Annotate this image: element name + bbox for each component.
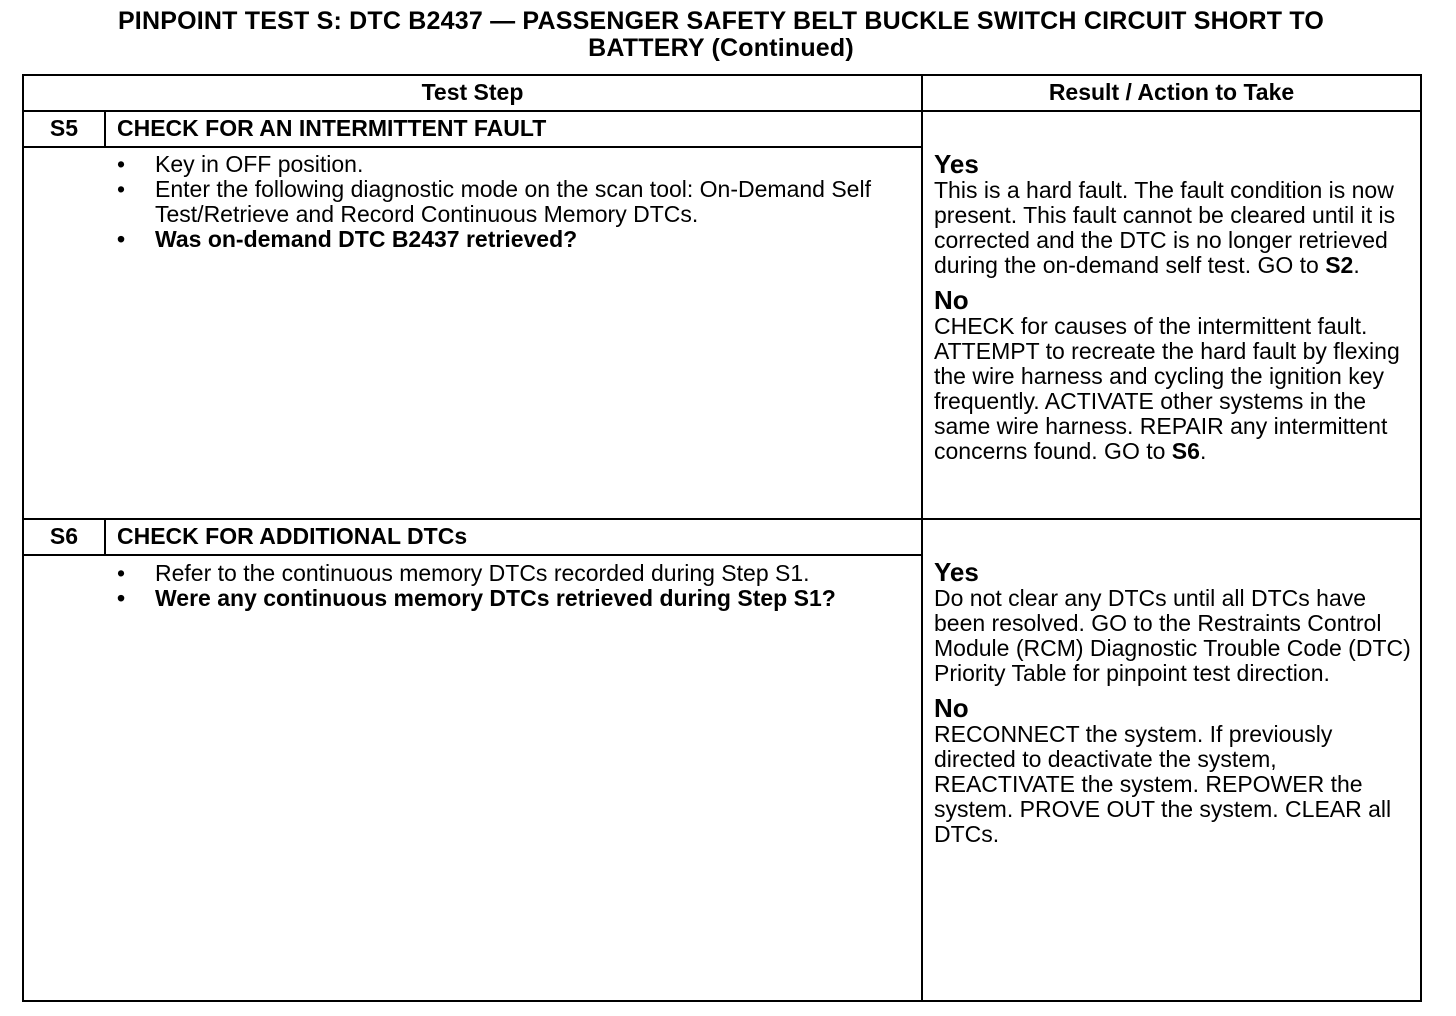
header-test-step: Test Step [421, 79, 524, 105]
column-divider [921, 74, 923, 1002]
bullet-icon: • [117, 585, 126, 611]
header-result-action: Result / Action to Take [1048, 79, 1295, 105]
result-no-label: No [934, 285, 969, 315]
bullet-icon: • [117, 560, 126, 586]
list-item: • Refer to the continuous memory DTCs recorded during Step S1. [117, 560, 810, 586]
goto-step: S6 [1171, 438, 1200, 464]
bullet-icon: • [117, 176, 126, 202]
goto-step: S2 [1325, 252, 1354, 278]
step-s5-result [934, 150, 1418, 472]
list-item: • Were any continuous memory DTCs retrieved during Step S1? [117, 585, 836, 611]
step-s6-id-divider [104, 518, 106, 555]
step-s6-result [934, 558, 1418, 855]
bullet-icon: • [117, 151, 126, 177]
step-s5-bullets [117, 152, 907, 252]
result-yes-label: Yes [934, 557, 979, 587]
step-id: S5 [49, 115, 79, 141]
list-item: • Key in OFF position. [117, 151, 364, 177]
result-yes-text: Do not clear any DTCs until all DTCs have been resolved. GO to the Restraints Control Module (RCM) Diagnostic Trouble Code (DTC) Priority Table for pinpoint test direction. [934, 585, 1411, 686]
page-title-line1: PINPOINT TEST S: DTC B2437 — PASSENGER SAFETY BELT BUCKLE SWITCH CIRCUIT SHORT TO [117, 7, 1325, 35]
result-no-label: No [934, 693, 969, 723]
bullet-icon: • [117, 226, 126, 252]
result-yes-text: This is a hard fault. The fault condition is now present. This fault cannot be cleared until it is corrected and the DTC is no longer retrieved during the on-demand self test. GO to S2. [934, 177, 1396, 278]
step-s6-title-divider [22, 554, 922, 556]
list-item: • Was on-demand DTC B2437 retrieved? [117, 226, 578, 252]
result-yes-label: Yes [934, 149, 979, 179]
step-s5-id-divider [104, 110, 106, 147]
step-s6-bullets [117, 561, 877, 611]
list-item: • Enter the following diagnostic mode on the scan tool: On-Demand Self Test/Retrieve and Record Continuous Memory DTCs. [117, 176, 871, 227]
page-title-line2: BATTERY (Continued) [588, 34, 854, 62]
result-no-text: CHECK for causes of the intermittent fault. ATTEMPT to recreate the hard fault by flexing the wire harness and cycling the ignition key frequently. ACTIVATE other systems in the same wire harness. REPAIR any intermittent concerns found. GO to S6. [934, 313, 1400, 464]
step-title: CHECK FOR ADDITIONAL DTCs [117, 523, 468, 549]
result-no-text: RECONNECT the system. If previously directed to deactivate the system, REACTIVATE the system. REPOWER the system. PROVE OUT the system. CLEAR all DTCs. [934, 721, 1392, 847]
header-divider [22, 110, 1422, 112]
page-title [20, 8, 1422, 62]
step-id: S6 [49, 523, 79, 549]
step-title: CHECK FOR AN INTERMITTENT FAULT [117, 115, 547, 141]
step-s5-title-divider [22, 146, 922, 148]
step-row-divider [22, 518, 1422, 520]
